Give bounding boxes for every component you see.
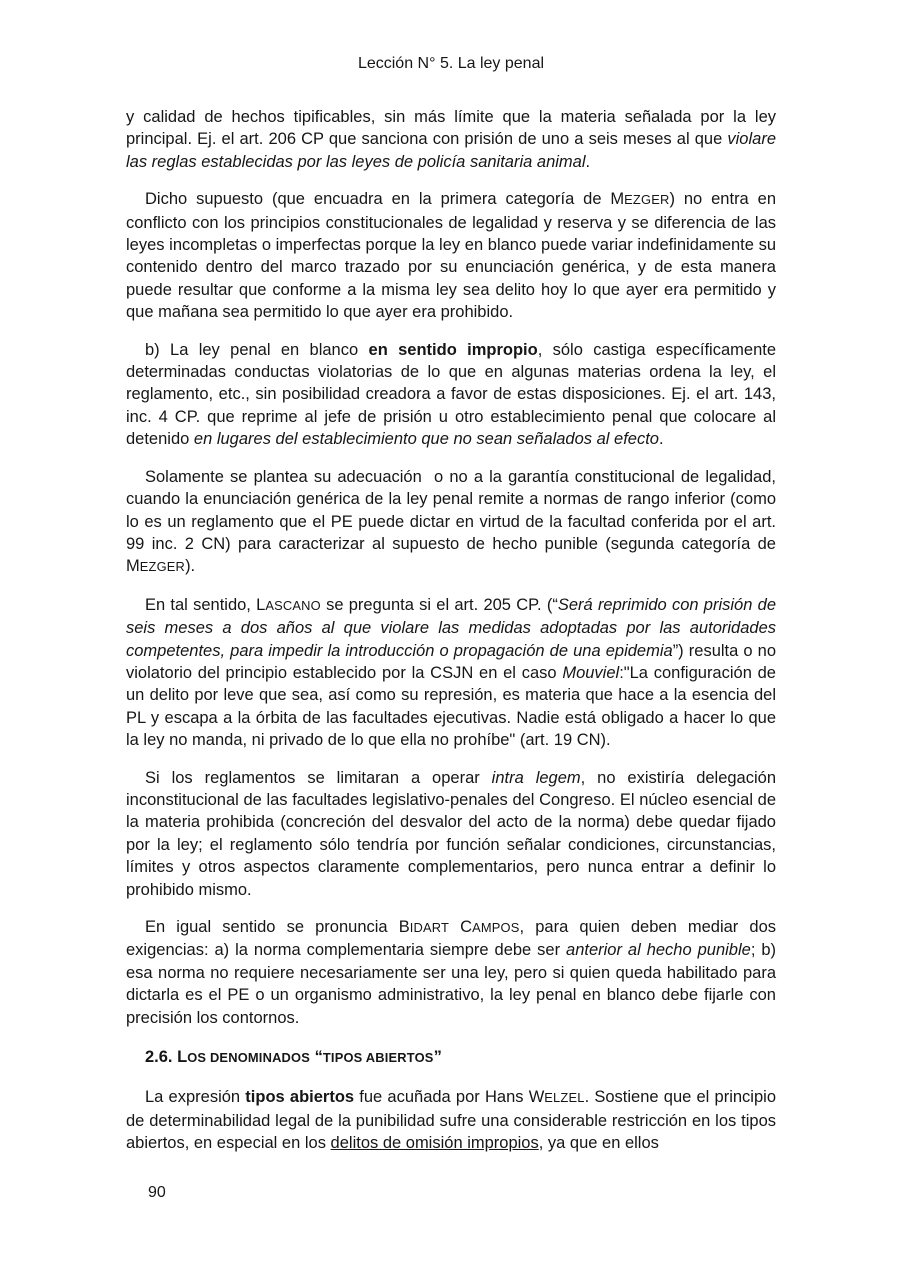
text-run: 2.6. L (145, 1048, 188, 1067)
text-run: en sentido impropio (368, 340, 538, 359)
text-run: ). (185, 557, 196, 576)
text-run: . (585, 152, 591, 171)
text-run: violare las reglas establecidas por las leyes de policía sanitaria animal (126, 130, 776, 171)
paragraph (126, 339, 776, 451)
text-run: intra legem (491, 768, 581, 787)
running-header-title: Lección N° 5. La ley penal (357, 55, 545, 72)
text-run: En tal sentido, L (145, 595, 266, 614)
text-run: , no existiría delegación inconstitucional de las facultades legislativo-penales del Congreso. El núcleo esencial de la materia prohibida (concreción del desvalor del acto de la norma) debe quedar fijado por la ley; el reglamento sólo tendría por función señalar condiciones, circunstancias, límites y otros aspectos claramente complementarios, pero nunca entrar a definir lo prohibido mismo. (126, 768, 777, 899)
page-footer (148, 1184, 166, 1202)
text-run: ”) resulta o no violatorio del principio establecido por la CSJN en el caso (126, 641, 777, 682)
paragraph (126, 767, 776, 901)
text-run: EZGER (624, 192, 670, 208)
text-run: tipos abiertos (245, 1088, 355, 1107)
paragraph (126, 466, 776, 579)
text-run: OS DENOMINADOS (187, 1050, 311, 1066)
text-run: . Sostiene que el principio de determinabilidad legal de la punibilidad sufre una considerable restricción en los tipos abiertos, en especial en los (126, 1088, 776, 1153)
text-run: anterior al hecho punible (566, 941, 751, 960)
paragraph (126, 594, 776, 752)
text-run: , ya que en ellos (538, 1134, 659, 1153)
text-run: EZGER (139, 559, 186, 575)
paragraph (126, 1086, 776, 1154)
text-run: “ (310, 1048, 323, 1067)
page-number: 90 (148, 1184, 166, 1201)
text-run: Dicho supuesto (que encuadra en la primera categoría de M (145, 190, 625, 209)
text-run: :"La configuración de un delito por leve que sea, así como su represión, es materia que hace a la esencia del PL y escapa a la órbita de las facultades ejecutivas. Nadie está obligado a hacer lo que la ley no manda, ni privado de lo que ella no prohíbe" (art. 19 CN). (126, 663, 776, 750)
text-run: ; b) esa norma no requiere necesariamente ser una ley, pero si quien queda habilitado para dictarla es el PE o un organismo administrativo, la ley penal en blanco debe fijarle con precisión los contornos. (126, 941, 777, 1027)
text-run: TIPOS ABIERTOS (322, 1050, 434, 1066)
text-run: En igual sentido se pronuncia B (145, 918, 410, 936)
text-run: ASCANO (265, 597, 321, 613)
text-run: fue acuñada por Hans W (354, 1088, 545, 1107)
paragraph (126, 916, 776, 1029)
text-run: ELZEL (544, 1090, 585, 1106)
section-heading (126, 1046, 776, 1069)
text-run: IDART (409, 920, 450, 935)
text-run: Solamente se plantea su adecuación o no a la garantía constitucional de legalidad, cuando la enunciación genérica de la ley penal remite a normas de rango inferior (como lo es un reglamento que el PE puede dictar en virtud de la facultad conferida por el art. 99 inc. 2 CN) para caracterizar al supuesto de hecho punible (segunda categoría de M (126, 467, 776, 576)
text-run: y calidad de hechos tipificables, sin más límite que la materia señalada por la ley principal. Ej. el art. 206 CP que sanciona con prisión de uno a seis meses al que (126, 108, 776, 149)
text-run: C (449, 918, 473, 936)
text-run: , para quien deben mediar dos exigencias: a) la norma complementaria siempre debe ser (126, 918, 776, 960)
text-run: ” (433, 1048, 442, 1067)
text-run: , sólo castiga específicamente determinadas conductas violatorias de lo que en algunas materias ordena la ley, el reglamento, etc., sin posibilidad creadora a favor de estas disposiciones. Ej. el art. 143, inc. 4 CP. que reprime al jefe de prisión u otro establecimiento penal que colocare al detenido (126, 340, 777, 449)
text-run: en lugares del establecimiento que no sean señalados al efecto (193, 430, 659, 449)
page-body (126, 106, 776, 1155)
text-run: delitos de omisión impropios (330, 1134, 539, 1153)
text-run: Será reprimido con prisión de seis meses a dos años al que violare las medidas adoptadas por las autoridades competentes, para impedir la introducción o propagación de una epidemia (126, 595, 777, 660)
text-run: ) no entra en conflicto con los principios constitucionales de legalidad y reserva y se diferencia de las leyes incompletas o imperfectas porque la ley en blanco puede variar indefinidamente su contenido dentro del marco trazado por su enunciación genérica, y de esta manera puede resultar que conforme a la misma ley sea delito hoy lo que ayer era permitido y que mañana sea permitido lo que ayer era prohibido. (126, 190, 776, 322)
text-run: b) La ley penal en blanco (145, 340, 369, 359)
text-run: . (658, 430, 664, 449)
page-header (126, 54, 776, 74)
text-run: AMPOS (472, 920, 520, 935)
text-run: se pregunta si el art. 205 CP. (“ (320, 595, 558, 614)
paragraph (126, 188, 776, 323)
text-run: Mouviel (562, 663, 620, 682)
paragraph (126, 106, 776, 173)
text-run: La expresión (145, 1088, 246, 1107)
text-run: Si los reglamentos se limitaran a operar (145, 768, 492, 787)
